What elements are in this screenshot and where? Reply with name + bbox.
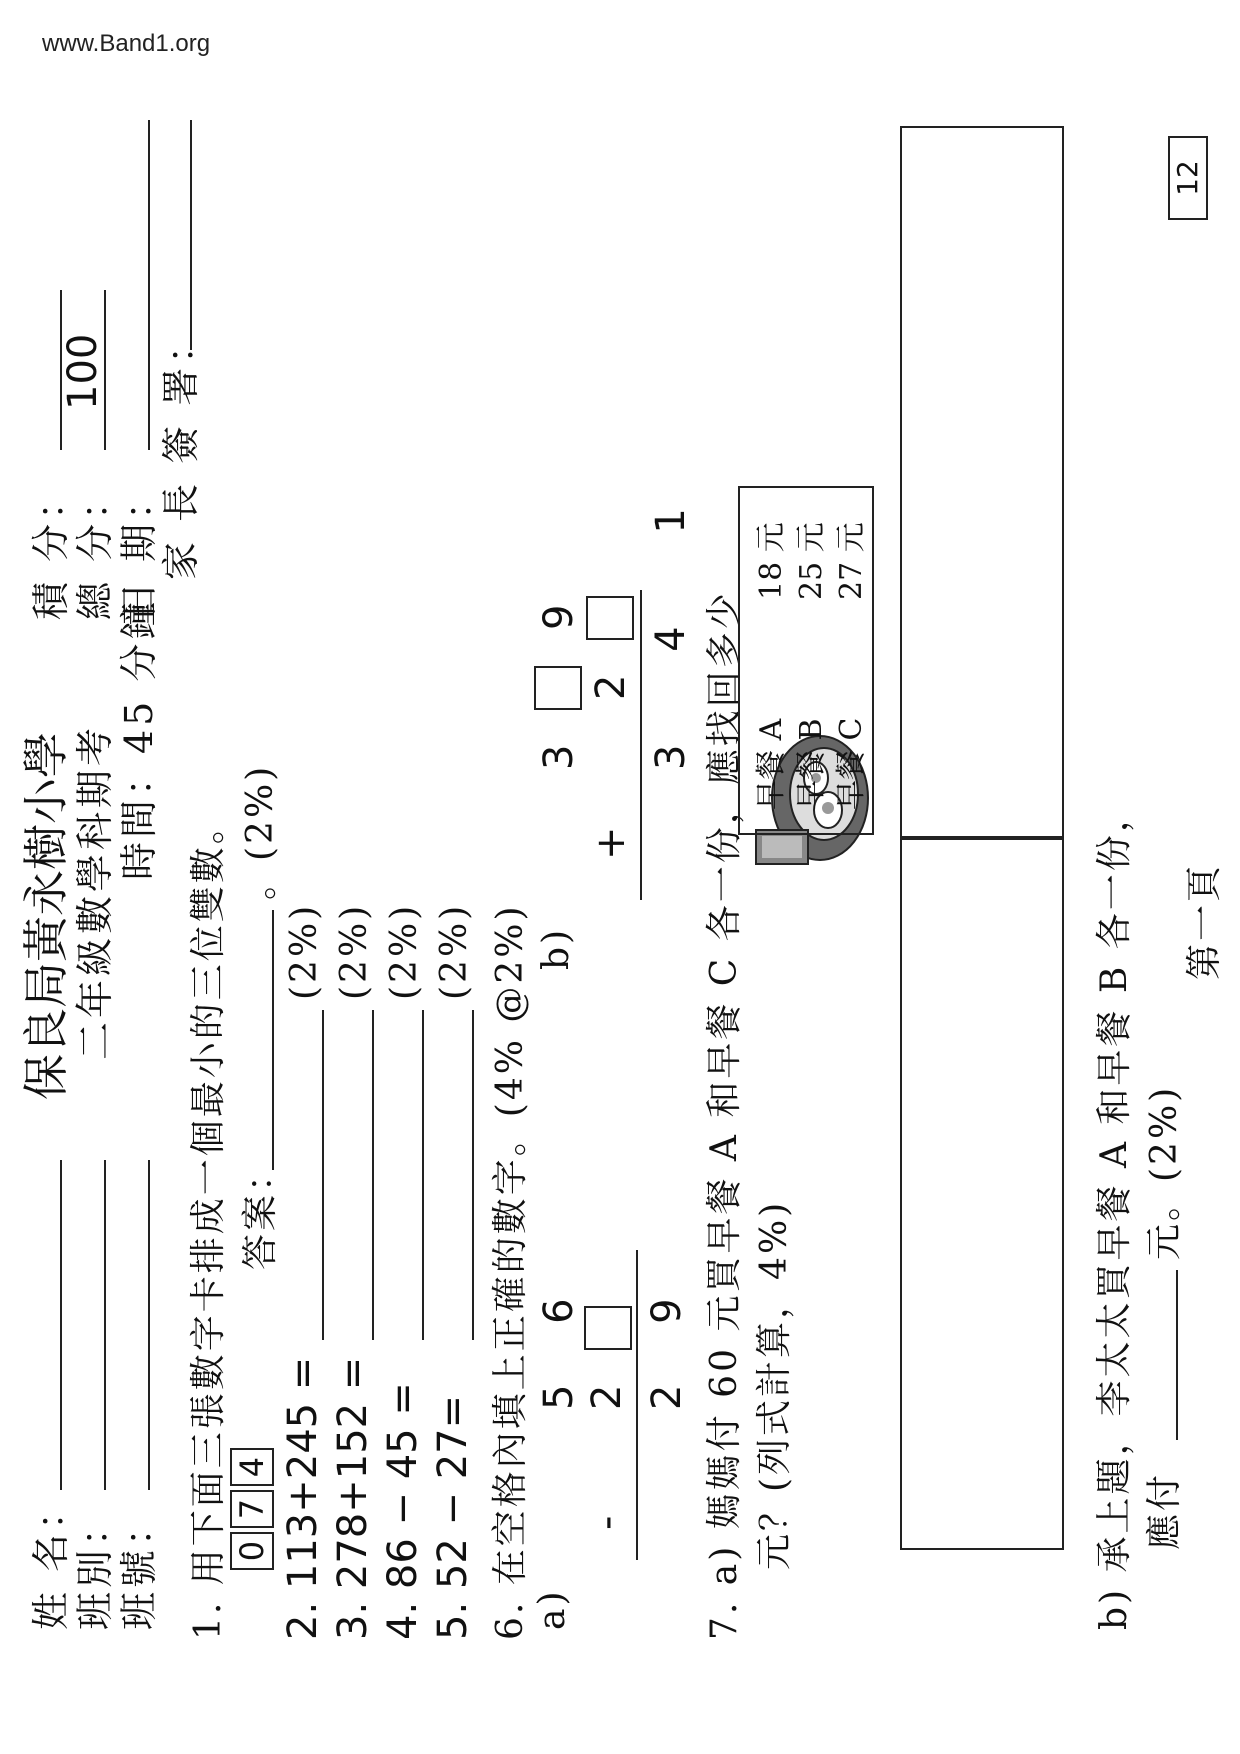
q7b-marks: 元。(2%): [1144, 1084, 1185, 1260]
q6b-blank-box-bottom[interactable]: [586, 596, 634, 640]
class-label: 班別：: [73, 1503, 117, 1630]
school-name: 保良局黃永樹小學: [19, 732, 73, 1100]
menu-price-a: 18 元: [754, 522, 789, 600]
parent-signature-label: 家 長 簽 署：: [159, 321, 203, 580]
menu-price-c: 27 元: [834, 522, 869, 600]
q3-expression: 3. 278+152 =: [330, 1356, 376, 1640]
q7a-working-box-left[interactable]: [900, 836, 1064, 1550]
score-label: 積 分：: [29, 477, 73, 620]
q7a-working-box-right[interactable]: [900, 126, 1064, 840]
q6b-label: b): [536, 926, 577, 970]
menu-item-b: 早餐 B: [794, 718, 829, 810]
q3-answer-line: [372, 1010, 374, 1340]
exam-title: 二年級數學科期考: [73, 723, 117, 1060]
number-line: [148, 1160, 150, 1490]
menu-price-b: 25 元: [794, 522, 829, 600]
q6a-result: 2 9: [644, 1274, 690, 1410]
q2-expression: 2. 113+245 =: [280, 1356, 326, 1640]
q6b-middle-digit: 2: [588, 674, 634, 700]
q7b-pay-label: 應付: [1144, 1471, 1185, 1550]
score-box: 12: [1168, 136, 1208, 220]
date-label: 日 期：: [117, 477, 161, 620]
q6a-blank-box[interactable]: [584, 1306, 632, 1350]
q6b-rule: [640, 590, 642, 900]
watermark: www.Band1.org: [42, 30, 211, 57]
number-label: 班號：: [117, 1503, 161, 1630]
name-line: [60, 1160, 62, 1490]
q7b-answer-line: [1176, 1270, 1178, 1440]
q6a-label: a): [532, 1588, 573, 1630]
q6b-result: 3 4 1: [648, 468, 694, 770]
q1-answer-label: 答案：: [240, 1152, 281, 1270]
name-label: 姓 名：: [29, 1487, 73, 1630]
parent-signature-line: [190, 120, 192, 350]
exam-time: 時間：45 分鐘: [117, 597, 161, 880]
q7a-text: 7. a) 媽媽付 60 元買早餐 A 和早餐 C 各一份，應找回多少: [704, 590, 745, 1640]
q6a-middle-digit: 2: [584, 1384, 630, 1410]
total-value: 100: [60, 333, 106, 410]
q6b-operator: +: [588, 826, 634, 860]
class-line: [104, 1160, 106, 1490]
q5-expression: 5. 52 − 27=: [430, 1394, 476, 1640]
q3-marks: (2%): [334, 902, 375, 1000]
q7b-text: b) 承上題，李太太買早餐 A 和早餐 B 各一份，: [1094, 793, 1135, 1630]
q5-marks: (2%): [434, 902, 475, 1000]
menu-item-a: 早餐 A: [754, 718, 789, 810]
q4-answer-line: [422, 1010, 424, 1340]
exam-sheet: [0, 120, 1240, 1740]
q6b-top-right: 9: [536, 604, 582, 630]
q6b-top-left: 3: [536, 744, 582, 770]
q6a-operator: -: [584, 1515, 630, 1530]
total-line: [104, 290, 106, 450]
q6b-blank-box-top[interactable]: [534, 666, 582, 710]
q1-text: 1. 用下面三張數字卡排成一個最小的三位雙數。: [188, 805, 229, 1640]
page-number: 第一頁: [1184, 862, 1225, 980]
q2-marks: (2%): [284, 902, 325, 1000]
digit-card: 7: [230, 1490, 274, 1528]
q6a-rule: [636, 1250, 638, 1560]
q4-expression: 4. 86 − 45 =: [380, 1382, 426, 1640]
q6-text: 6. 在空格內填上正確的數字。(4% @2%): [490, 903, 531, 1640]
q5-answer-line: [472, 1010, 474, 1340]
q7a-instructions: 元？(列式計算，4%): [754, 1199, 795, 1570]
digit-card: 4: [230, 1448, 274, 1486]
menu-item-c: 早餐 C: [834, 717, 869, 810]
total-label: 總 分：: [73, 477, 117, 620]
digit-card: 0: [230, 1532, 274, 1570]
q6a-top-number: 5 6: [536, 1274, 582, 1410]
q1-answer-line: [272, 910, 274, 1170]
q4-marks: (2%): [384, 902, 425, 1000]
q1-marks: 。(2%): [240, 763, 281, 900]
q2-answer-line: [322, 1010, 324, 1340]
